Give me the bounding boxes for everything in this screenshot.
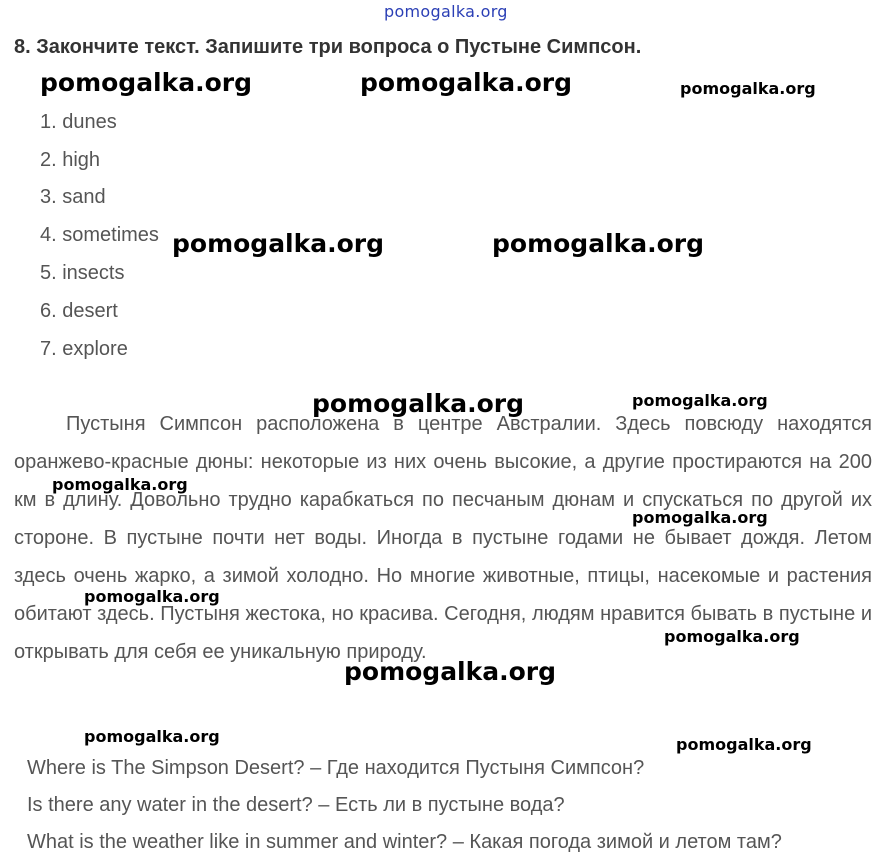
watermark: pomogalka.org <box>632 391 768 410</box>
answer-item-6: 6. desert <box>40 300 118 322</box>
watermark: pomogalka.org <box>492 229 705 258</box>
answer-item-1: 1. dunes <box>40 111 117 133</box>
watermark: pomogalka.org <box>676 735 812 754</box>
task-title: 8. Закончите текст. Запишите три вопроса о Пустыне Симпсон. <box>14 36 642 58</box>
watermark: pomogalka.org <box>312 389 525 418</box>
watermark: pomogalka.org <box>360 68 573 97</box>
answer-item-7: 7. explore <box>40 338 128 360</box>
completed-text-paragraph: Пустыня Симпсон расположена в центре Австралии. Здесь повсюду находятся оранжево-красные дюны: некоторые из них очень высокие, а другие простираются на 200 км в длину. Довольно трудно карабкаться по песчаным дюнам и спускаться по другой их стороне. В пустыне почти нет воды. Иногда в пустыне годами не бывает дождя. Летом здесь очень жарко, а зимой холодно. Но многие животные, птицы, насекомые и растения обитают здесь. Пустыня жестока, но красива. Сегодня, людям нравится бывать в пустыне и открывать для себя ее уникальную природу. <box>14 413 872 663</box>
answer-item-5: 5. insects <box>40 262 125 284</box>
watermark: pomogalka.org <box>40 68 253 97</box>
watermark: pomogalka.org <box>52 475 188 494</box>
watermark: pomogalka.org <box>680 79 816 98</box>
watermark: pomogalka.org <box>172 229 385 258</box>
watermark: pomogalka.org <box>632 508 768 527</box>
watermark: pomogalka.org <box>84 587 220 606</box>
answer-item-2: 2. high <box>40 149 101 171</box>
watermark: pomogalka.org <box>664 627 800 646</box>
watermark: pomogalka.org <box>344 657 557 686</box>
header-watermark: pomogalka.org <box>384 2 508 21</box>
question-1: Where is The Simpson Desert? – Где находится Пустыня Симпсон? <box>27 757 645 779</box>
answer-item-3: 3. sand <box>40 186 106 208</box>
question-3: What is the weather like in summer and winter? – Какая погода зимой и летом там? <box>27 831 782 853</box>
answer-item-4: 4. sometimes <box>40 224 159 246</box>
question-2: Is there any water in the desert? – Есть ли в пустыне вода? <box>27 794 565 816</box>
watermark: pomogalka.org <box>84 727 220 746</box>
